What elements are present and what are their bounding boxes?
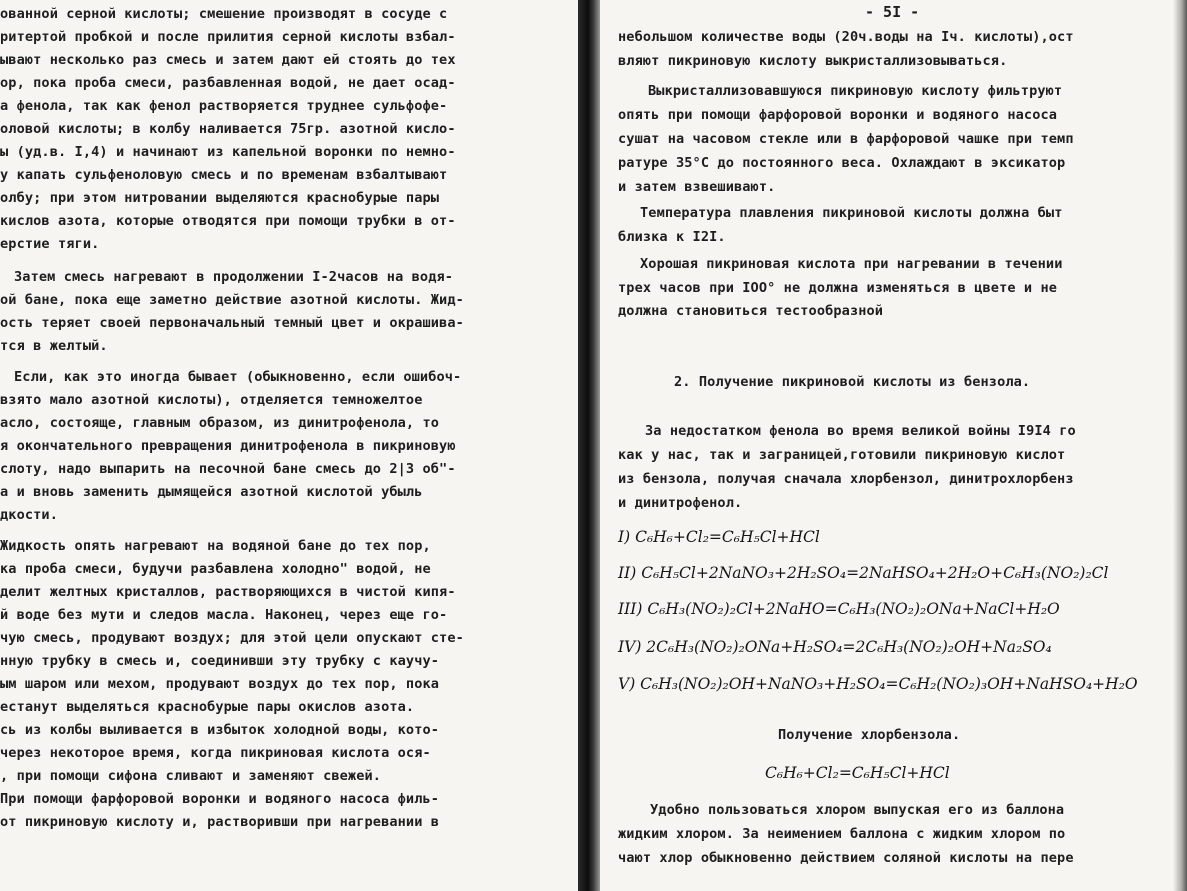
equation-1: I) C₆H₆+Cl₂=C₆H₅Cl+HCl [618,528,820,546]
text-line: ы (уд.в. I,4) и начинают из капельной воронки по немно- [0,144,456,160]
subheading: Получение хлорбензола. [778,727,961,743]
text-line: небольшом количестве воды (20ч.воды на Iч. кислоты),ост [618,29,1074,45]
text-line: Жидкость опять нагревают на водяной бане до тех пор, [0,538,431,554]
text-line: сь из колбы выливается в избыток холодной воды, кото- [0,722,440,738]
text-line: у капать сульфеноловую смесь и по временам взбалтывают [0,167,448,183]
text-line: слоту, надо выпарить на песочной бане смесь до 2|3 об"- [0,461,456,477]
text-line: вляют пикриновую кислоту выкристаллизовываться. [618,53,1008,69]
text-line: через некоторое время, когда пикриновая кислота ося- [0,745,431,761]
page-number: - 5I - [865,3,920,21]
text-line: дкости. [0,507,58,523]
text-line: ованной серной кислоты; смешение производят в сосуде с [0,6,448,22]
text-line: ратуре 35°С до постоянного веса. Охлаждают в эксикатор [618,155,1066,171]
text-line: нную трубку в смесь и, соединивши эту трубку с каучу- [0,653,440,669]
text-line: тся в желтый. [0,338,108,354]
text-line: чают хлор обыкновенно действием соляной кислоты на пере [618,850,1074,866]
text-line: Температура плавления пикриновой кислоты должна быт [640,205,1063,221]
right-page [600,0,1187,891]
text-line: ка проба смеси, будучи разбавлена холодно" водой, не [0,561,431,577]
sub-equation: C₆H₆+Cl₂=C₆H₅Cl+HCl [765,764,950,782]
text-line: близка к I2I. [618,229,726,245]
text-line: жидким хлором. За неимением баллона с жидким хлором по [618,826,1066,842]
text-line: ость теряет своей первоначальный темный цвет и окрашива- [0,315,464,331]
text-line: оловой кислоты; в колбу наливается 75гр. азотной кисло- [0,121,456,137]
text-line: сушат на часовом стекле или в фарфоровой чашке при темп [618,131,1074,147]
text-line: й воде без мути и следов масла. Наконец, через еще го- [0,607,448,623]
book-gutter [578,0,600,891]
left-page [0,0,578,891]
text-line: а фенола, так как фенол растворяется труднее сульфофе- [0,98,448,114]
text-line: а и вновь заменить дымящейся азотной кислотой убыль [0,484,423,500]
text-line: и динитрофенол. [618,495,743,511]
text-line: ым шаром или мехом, продувают воздух до тех пор, пока [0,676,440,692]
text-line: ерстие тяги. [0,236,100,252]
text-line: олбу; при этом нитровании выделяются краснобурые пары [0,190,440,206]
text-line: опять при помощи фарфоровой воронки и водяного насоса [618,107,1058,123]
text-line: ритертой пробкой и после прилития серной кислоты взбал- [0,29,456,45]
text-line: должна становиться тестообразной [618,303,884,319]
page-edge-shadow [1173,0,1187,891]
text-line: За недостатком фенола во время великой войны I9I4 го [645,423,1076,439]
text-line: Затем смесь нагревают в продолжении I-2часов на водя- [14,269,454,285]
text-line: Хорошая пикриновая кислота при нагревании в течении [640,256,1063,272]
text-line: кислов азота, которые отводятся при помощи трубки в от- [0,213,456,229]
text-line: ывают несколько раз смесь и затем дают ей стоять до тех [0,52,456,68]
equation-5: V) C₆H₃(NO₂)₂OH+NaNO₃+H₂SO₄=C₆H₂(NO₂)₃OH+NaHSO₄+H₂O [618,675,1138,693]
text-line: ой бане, пока еще заметно действие азотной кислоты. Жид- [0,292,464,308]
text-line: взято мало азотной кислоты), отделяется темножелтое [0,392,423,408]
section-heading: 2. Получение пикриновой кислоты из бензола. [674,374,1031,390]
text-line: , при помощи сифона сливают и заменяют свежей. [0,768,382,784]
equation-2: II) C₆H₅Cl+2NaNO₃+2H₂SO₄=2NaHSO₄+2H₂O+C₆H₃(NO₂)₂Cl [618,564,1109,582]
text-line: я окончательного превращения динитрофенола в пикриновую [0,438,456,454]
text-line: трех часов при IOO° не должна изменяться в цвете и не [618,280,1058,296]
equation-3: III) C₆H₃(NO₂)₂Cl+2NaHO=C₆H₃(NO₂)₂ONa+NaCl+H₂O [618,600,1060,618]
text-line: от пикриновую кислоту и, растворивши при нагревании в [0,814,440,830]
text-line: и затем взвешивают. [618,179,776,195]
text-line: Удобно пользоваться хлором выпуская его из баллона [650,802,1065,818]
text-line: ор, пока проба смеси, разбавленная водой, не дает осад- [0,75,456,91]
text-line: Выкристаллизовавшуюся пикриновую кислоту фильтруют [648,83,1063,99]
text-line: асло, состояще, главным образом, из динитрофенола, то [0,415,440,431]
text-line: делит желтных кристаллов, растворяющихся в чистой кипя- [0,584,456,600]
text-line: чую смесь, продувают воздух; для этой цели опускают сте- [0,630,464,646]
text-line: естанут выделяться краснобурые пары окислов азота. [0,699,415,715]
text-line: как у нас, так и заграницей,готовили пикриновую кислот [618,447,1066,463]
equation-4: IV) 2C₆H₃(NO₂)₂ONa+H₂SO₄=2C₆H₃(NO₂)₂OH+Na₂SO₄ [618,638,1052,656]
text-line: Если, как это иногда бывает (обыкновенно, если ошибоч- [14,369,462,385]
text-line: из бензола, получая сначала хлорбензол, динитрохлорбенз [618,471,1074,487]
text-line: При помощи фарфоровой воронки и водяного насоса филь- [0,791,440,807]
